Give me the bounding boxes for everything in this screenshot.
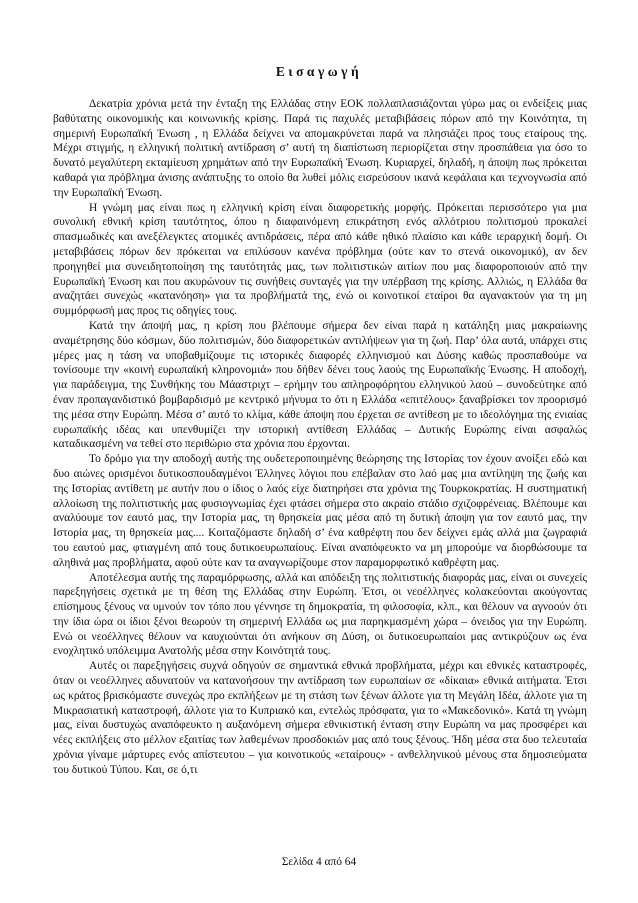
document-body [53, 97, 587, 778]
paragraph: Η γνώμη μας είναι πως η ελληνική κρίση είναι διαφορετικής μορφής. Πρόκειται περισσότερο για μια συνολική εθνική κρίση ταυτότητος, όπου η διαφαινόμενη επικράτηση ενός αλλότριου πολιτισμού προκαλεί σπασμωδικές και ανεξέλεγκτες ατομικές αντιδράσεις, πέρα από κάθε ηθικό πλαίσιο και κάθε ιεραρχική δομή. Οι μεταβιβάσεις πόρων δεν πρόκειται να επιλύσουν κανένα πρόβλημα (ούτε καν το στενά οικονομικό), αν δεν προηγηθεί μια συνειδητοποίηση της ταυτότητάς μας, των πολιτιστικών αιτίων που μας διαφοροποιούν από την Ευρωπαϊκή Ένωση και που ακυρώνουν τις συνήθεις συνταγές για την υπέρβαση της κρίσης. Αλλιώς, η Ελλάδα θα αναζητάει συνεχώς «κατανόηση» για τα προβλήματά της, ενώ οι κοινοτικοί εταίροι θα αγανακτούν για τη μη συμμόρφωσή μας προς τις οδηγίες τους. [53, 201, 587, 318]
paragraph: Αυτές οι παρεξηγήσεις συχνά οδηγούν σε σημαντικά εθνικά προβλήματα, μέχρι και εθνικές καταστροφές, όταν οι νεοέλληνες αδυνατούν να κατανοήσουν την αντίδραση των ευρωπαίων σε «δίκαια» εθνικά αιτήματα. Έτσι ως κράτος βρισκόμαστε συνεχώς προ εκπλήξεων με τη στάση των ξένων άλλοτε για τη Μεγάλη Ιδέα, άλλοτε για τη Μικρασιατική καταστροφή, άλλοτε για το Κυπριακό και, εντελώς πρόσφατα, για το «Μακεδονικό». Κατά τη γνώμη μας, είναι δυστυχώς αναπόφευκτο η αυξανόμενη σήμερα εθνικιστική ένταση στην Ευρώπη να μας προσφέρει και νέες εκπλήξεις στο μέλλον εξαιτίας των λαθεμένων προσδοκιών μας από τους ξένους. Ήδη μέσα στα δυο τελευταία χρόνια γίναμε μάρτυρες ενός απίστευτου – για κοινοτικούς «εταίρους» - ανθελληνικού μένους στα δημοσιεύματα του δυτικού Τύπου. Και, σε ό,τι [53, 660, 587, 776]
paragraph: Αποτέλεσμα αυτής της παραμόρφωσης, αλλά και απόδειξη της πολιτιστικής διαφοράς μας, είναι οι συνεχείς παρεξηγήσεις σχετικά με τη θέση της Ελλάδας στην Ευρώπη. Έτσι, οι νεοέλληνες κολακεύονται ακούγοντας επίσημους ξένους να υμνούν τον τόπο που γέννησε τη δημοκρατία, τη φιλοσοφία, κλπ., και θέλουν να αγνοούν ότι την ίδια ώρα οι ίδιοι ξένοι θεωρούν τη σημερινή Ελλάδα ως μια παρηκμασμένη χώρα – όνειδος για την Ευρώπη. Ενώ οι νεοέλληνες θέλουν να καυχιούνται ότι ανήκουν ση Δύση, οι δυτικοευρωπαίοι μας αντικρύζουν ως ένα ενοχλητικό υπόλειμμα Ανατολής μέσα στην Κοινότητά τους. [53, 571, 587, 658]
paragraph: Δεκατρία χρόνια μετά την ένταξη της Ελλάδας στην ΕΟΚ πολλαπλασιάζονται γύρω μας οι ενδείξεις μιας βαθύτατης οικονομικής και κοινωνικής κρίσης. Παρά τις παχυλές μεταβιβάσεις πόρων από την Κοινότητα, τη σημερινή Ευρωπαϊκή Ένωση , η Ελλάδα δείχνει να απομακρύνεται παρά να πλησιάζει προς τους εταίρους της. Μέχρι στιγμής, η ελληνική πολιτική αντίδραση σ’ αυτή τη διαπίστωση περιορίζεται στην προσπάθεια για όσο το δυνατό μεγαλύτερη εκταμίευση χρημάτων από την Ευρωπαϊκή Ένωση. Κυριαρχεί, δηλαδή, η άποψη πως πρόκειται καθαρά για πρόβλημα άνισης ανάπτυξης το οποίο θα λυθεί μόλις εισρεύσουν ικανά κεφάλαια και τεχνογνωσία από την Ευρωπαϊκή Ένωση. [53, 98, 587, 199]
page-title: Εισαγωγή [275, 64, 363, 79]
page-footer: Σελίδα 4 από 64 [281, 856, 357, 868]
paragraph: Το δρόμο για την αποδοχή αυτής της ουδετεροποιημένης θεώρησης της Ιστορίας τον έχουν ανοίξει εδώ και δυο αιώνες ορισμένοι δυτικοσπουδαγμένοι Έλληνες λόγιοι που επέβαλαν στο λαό μας μια αντίληψη της ζωής και της Ιστορίας αντίθετη με αυτήν που ο ίδιος ο λαός είχε διατηρήσει στα χρόνια της Τουρκοκρατίας. Η συστηματική αλλοίωση της πολιτιστικής μας φυσιογνωμίας έχει φτάσει σήμερα στο ακραίο στάδιο σχιζοφρένειας. Βλέπουμε και αναλύουμε τον εαυτό μας, την Ιστορία μας, τη θρησκεία μας μέσα από τη δυτική άποψη για τον εαυτό μας, την Ιστορία μας, τη θρησκεία μας.... Κοιταζόμαστε δηλαδή σ’ ένα καθρέφτη που δεν δείχνει εμάς αλλά μια ζωγραφιά του εαυτού μας, φτιαγμένη από τους δυτικοευρωπαίους. Είναι αναπόφευκτο να μη μπορούμε να διορθώσουμε τα αληθινά μας προβλήματα, αφού ούτε καν τα αναγνωρίζουμε στον παραμορφωτικό καθρέφτη μας. [53, 453, 587, 569]
paragraph: Κατά την άποψή μας, η κρίση που βλέπουμε σήμερα δεν είναι παρά η κατάληξη μιας μακραίωνης αναμέτρησης δύο κόσμων, δύο πολιτισμών, δύο διαφορετικών αντιλήψεων για τη ζωή. Παρ’ όλα αυτά, υπάρχει στις μέρες μας η τάση να υποβαθμίζουμε τις ιστορικές διαφορές ελληνισμού και Δύσης καθώς προσπαθούμε να τονίσουμε την «κοινή ευρωπαϊκή κληρονομιά» που δήθεν δένει τους λαούς της Ευρωπαϊκής Ένωσης. Η αποδοχή, για παράδειγμα, της Συνθήκης του Μάαστριχτ – ερήμην του απληροφόρητου ελληνικού λαού – συνοδεύτηκε από έναν προπαγανδιστικό βομβαρδισμό με κεντρικό μήνυμα το ότι η Ελλάδα «επιτέλους» ξαναβρίσκει τον προορισμό της μέσα στην Ευρώπη. Μέσα σ’ αυτό το κλίμα, κάθε άποψη που έρχεται σε αντίθεση με το ιδεολόγημα της ενιαίας ευρωπαϊκής ιδέας και υπενθυμίζει την ιστορική αντίθεση Ελλάδας – Δυτικής Ευρώπης είναι ασφαλώς καταδικασμένη να τεθεί στο περιθώριο στα χρόνια που έρχονται. [53, 319, 587, 451]
